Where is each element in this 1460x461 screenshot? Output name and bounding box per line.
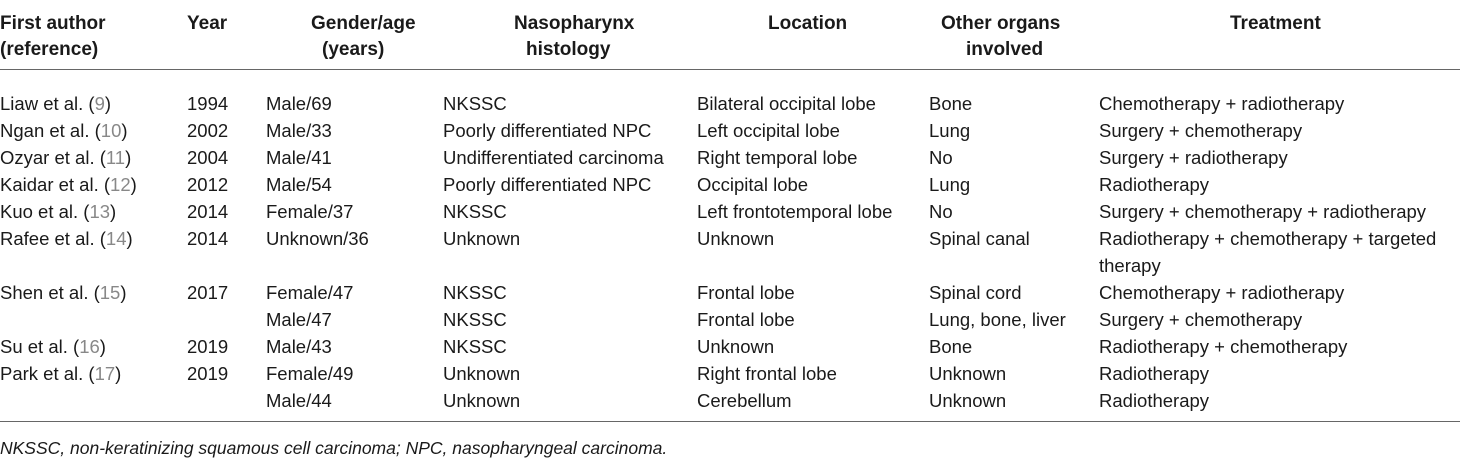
cell-histology: NKSSC [443,335,507,357]
cell-year: 2017 [187,281,229,303]
cell-location: Left frontotemporal lobe [697,200,893,222]
cell-organs: No [929,146,953,168]
cell-histology: Unknown [443,387,697,422]
table-row [0,171,1460,198]
author-name: Su et al. ( [0,335,80,357]
cell-author [0,225,183,279]
cell-treatment: Surgery + chemotherapy [1099,119,1303,141]
reference-link[interactable]: 14 [105,227,127,249]
cell-organs: Bone [929,335,973,357]
cell-organs: Lung [929,119,971,141]
table-row [0,144,1460,171]
table-row [0,225,1460,279]
cell-year: 1994 [187,92,229,114]
cell-organs: Spinal canal [929,227,1030,249]
author-name: Kuo et al. ( [0,200,90,222]
reference-link[interactable]: 17 [94,362,116,384]
cell-organs: Unknown [929,387,1099,422]
cell-year [183,387,266,422]
cell-year: 2014 [187,227,229,249]
table-row [0,387,1460,422]
close-paren: ) [104,92,112,114]
author-name: Park et al. ( [0,362,95,384]
cell-author [0,117,183,144]
close-paren: ) [110,200,117,222]
cell-year: 2019 [187,335,229,357]
cell-year: 2012 [187,173,229,195]
table-body [0,69,1460,421]
cell-histology: NKSSC [443,200,507,222]
cell-histology: Poorly differentiated NPC [443,173,652,195]
cell-treatment: Surgery + chemotherapy [1099,308,1303,330]
author-name: Shen et al. ( [0,281,100,303]
cell-author [0,306,183,333]
header-treatment: Treatment [1099,0,1460,69]
cell-gender-age: Male/44 [266,387,443,422]
cell-treatment: Radiotherapy + chemotherapy [1099,335,1348,357]
table-row [0,69,1460,117]
cell-gender-age: Male/41 [266,146,332,168]
cell-gender-age: Male/54 [266,173,332,195]
author-name: Ngan et al. ( [0,119,101,141]
author-name: Liaw et al. ( [0,92,95,114]
cell-author [0,333,183,360]
table-row [0,198,1460,225]
cell-treatment: Surgery + chemotherapy + radiotherapy [1099,200,1427,222]
cell-treatment: Surgery + radiotherapy [1099,146,1288,168]
header-organs: Other organs involved [929,0,1099,69]
cell-year: 2019 [187,362,229,384]
table-row [0,279,1460,306]
cell-gender-age: Female/37 [266,200,354,222]
cell-gender-age: Unknown/36 [266,227,369,249]
close-paren: ) [126,227,133,249]
header-location: Location [697,0,929,69]
cell-location: Frontal lobe [697,308,795,330]
reference-link[interactable]: 9 [94,92,105,114]
cell-organs: Lung [929,173,971,195]
cell-author [0,144,183,171]
close-paren: ) [99,335,106,357]
cell-histology: NKSSC [443,308,507,330]
cell-author [0,387,183,422]
cell-histology: Undifferentiated carcinoma [443,146,664,168]
cell-treatment: Radiotherapy [1099,362,1210,384]
cell-location: Left occipital lobe [697,119,840,141]
cell-histology: Unknown [443,362,521,384]
cell-location: Unknown [697,227,775,249]
cell-gender-age: Female/49 [266,362,354,384]
reference-link[interactable]: 11 [105,146,126,168]
table-row [0,306,1460,333]
cell-year: 2014 [187,200,229,222]
cell-gender-age: Female/47 [266,281,354,303]
close-paren: ) [120,281,127,303]
table-row [0,333,1460,360]
reference-link[interactable]: 16 [79,335,100,357]
cell-author [0,69,183,117]
table-row [0,360,1460,387]
table-footnote: NKSSC, non-keratinizing squamous cell carcinoma; NPC, nasopharyngeal carcinoma. [0,438,668,458]
cell-organs: Spinal cord [929,281,1022,303]
header-gender-age: Gender/age (years) [266,0,443,69]
cell-gender-age: Male/33 [266,119,332,141]
cell-location: Bilateral occipital lobe [697,92,876,114]
cell-treatment: Radiotherapy [1099,387,1460,422]
cell-year [183,306,266,333]
close-paren: ) [121,119,128,141]
cell-gender-age: Male/69 [266,92,332,114]
cell-treatment: Chemotherapy + radiotherapy [1099,92,1345,114]
cell-author [0,279,183,306]
cell-location: Right frontal lobe [697,362,837,384]
author-name: Kaidar et al. ( [0,173,111,195]
cell-treatment: Chemotherapy + radiotherapy [1099,281,1345,303]
close-paren: ) [115,362,122,384]
cell-location: Cerebellum [697,387,929,422]
cell-author [0,171,183,198]
cell-histology: Unknown [443,227,521,249]
cell-organs: No [929,200,953,222]
header-histology: Nasopharynx histology [443,0,697,69]
reference-link[interactable]: 12 [110,173,131,195]
cell-organs: Lung, bone, liver [929,308,1066,330]
reference-link[interactable]: 13 [89,200,111,222]
cell-gender-age: Male/43 [266,335,332,357]
cell-organs: Bone [929,92,973,114]
close-paren: ) [130,173,137,195]
table-row [0,117,1460,144]
reference-link[interactable]: 15 [99,281,121,303]
header-row [0,0,1460,69]
reference-link[interactable]: 10 [100,119,122,141]
cell-organs: Unknown [929,362,1007,384]
cell-author [0,360,183,387]
header-author: First author (reference) [0,0,183,69]
cell-author [0,198,183,225]
cell-year: 2004 [187,146,229,168]
cell-histology: Poorly differentiated NPC [443,119,652,141]
cell-location: Occipital lobe [697,173,809,195]
author-name: Rafee et al. ( [0,227,106,249]
cell-year: 2002 [187,119,229,141]
cell-gender-age: Male/47 [266,308,332,330]
cell-treatment: Radiotherapy [1099,173,1210,195]
cell-location: Unknown [697,335,775,357]
cell-treatment: Radiotherapy + chemotherapy + targeted therapy [1099,227,1437,276]
author-name: Ozyar et al. ( [0,146,106,168]
cell-location: Right temporal lobe [697,146,858,168]
cell-location: Frontal lobe [697,281,795,303]
cell-histology: NKSSC [443,92,507,114]
header-year: Year [183,0,266,69]
close-paren: ) [125,146,132,168]
cell-histology: NKSSC [443,281,507,303]
